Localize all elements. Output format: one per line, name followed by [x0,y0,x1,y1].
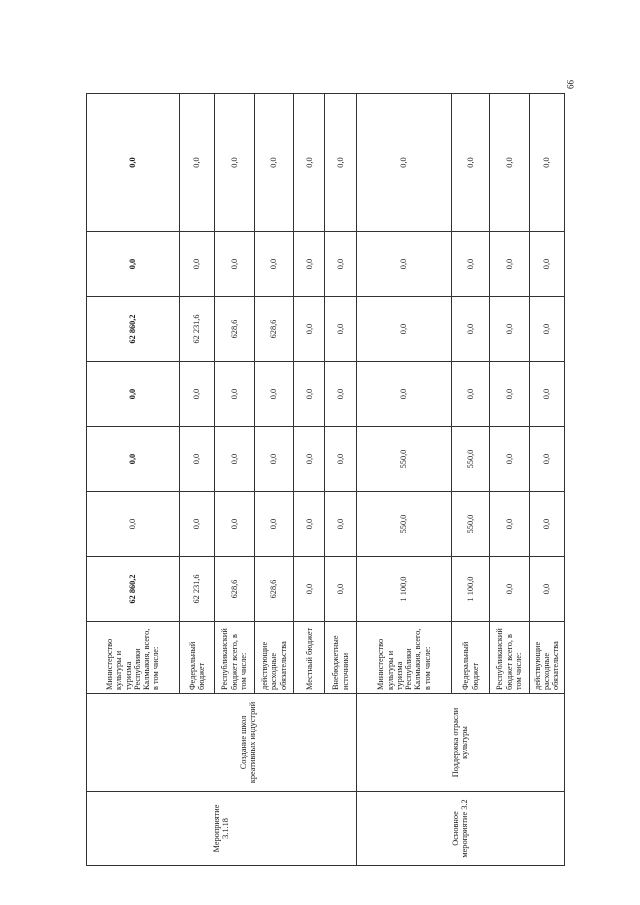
source-cell: Федеральный бюджет [452,622,489,694]
value-cell: 0,0 [356,297,452,362]
value-cell: 62 231,6 [179,297,214,362]
value-cell: 0,0 [529,427,564,492]
value-cell: 0,0 [325,492,356,557]
value-cell: 0,0 [294,427,325,492]
value-cell: 0,0 [215,427,255,492]
source-cell: действующие расходные обязательства [254,622,294,694]
source-cell: Федеральный бюджет [179,622,214,694]
value-cell: 628,6 [215,297,255,362]
value-cell: 0,0 [294,297,325,362]
value-cell: 0,0 [529,94,564,232]
value-cell: 0,0 [325,232,356,297]
source-cell: Республиканский бюджет всего, в том числе: [489,622,529,694]
value-cell: 0,0 [87,232,180,297]
source-cell: Местный бюджет [294,622,325,694]
event-number-cell: Основное мероприятие 3.2 [356,792,564,866]
value-cell: 550,0 [356,492,452,557]
event-name-cell [87,694,357,792]
value-cell: 0,0 [179,94,214,232]
value-cell: 0,0 [489,362,529,427]
value-cell: 628,6 [254,297,294,362]
value-cell: 0,0 [87,427,180,492]
value-cell: 0,0 [254,362,294,427]
source-cell: Министерство культуры и туризма Республики Калмыкия, всего, в том числе: [87,622,180,694]
value-cell: 0,0 [215,94,255,232]
value-cell: 0,0 [489,427,529,492]
value-cell: 0,0 [325,297,356,362]
value-cell: 1 100,0 [452,557,489,622]
value-cell: 0,0 [529,492,564,557]
value-cell: 0,0 [254,427,294,492]
value-cell: 550,0 [356,427,452,492]
value-cell: 0,0 [529,232,564,297]
value-cell: 0,0 [215,492,255,557]
value-cell: 0,0 [529,297,564,362]
value-cell: 62 860,2 [87,297,180,362]
table-row [356,94,452,866]
value-cell: 1 100,0 [356,557,452,622]
value-cell: 0,0 [294,362,325,427]
value-cell: 0,0 [489,232,529,297]
value-cell: 0,0 [489,557,529,622]
value-cell: 550,0 [452,427,489,492]
value-cell: 0,0 [294,232,325,297]
event-number-cell: Мероприятие 3.1.18 [87,792,357,866]
page-number: 99 [565,80,575,89]
table-body [87,94,565,866]
value-cell: 0,0 [325,362,356,427]
value-cell: 0,0 [452,297,489,362]
source-cell: Внебюджетные источники [325,622,356,694]
value-cell: 0,0 [87,94,180,232]
source-cell: действующие расходные обязательства [529,622,564,694]
event-name-text: Создание школ креативных индустрий [239,701,258,784]
value-cell: 62 231,6 [179,557,214,622]
budget-table [86,93,565,866]
value-cell: 0,0 [452,232,489,297]
value-cell: 0,0 [294,557,325,622]
value-cell: 0,0 [179,427,214,492]
value-cell: 0,0 [87,362,180,427]
value-cell: 628,6 [215,557,255,622]
source-cell: Республиканский бюджет всего, в том числе: [215,622,255,694]
value-cell: 0,0 [529,362,564,427]
value-cell: 628,6 [254,557,294,622]
value-cell: 0,0 [489,297,529,362]
value-cell: 0,0 [489,492,529,557]
value-cell: 0,0 [215,232,255,297]
event-name-cell: Поддержка отрасли культуры [356,694,564,792]
value-cell: 0,0 [489,94,529,232]
value-cell: 0,0 [452,94,489,232]
value-cell: 0,0 [294,94,325,232]
rotated-table-wrapper [86,94,565,866]
value-cell: 0,0 [356,94,452,232]
source-cell: Министерство культуры и туризма Республики Калмыкия, всего, в том числе: [356,622,452,694]
value-cell: 0,0 [179,492,214,557]
value-cell: 0,0 [325,94,356,232]
value-cell: 62 860,2 [87,557,180,622]
value-cell: 0,0 [254,492,294,557]
value-cell: 0,0 [254,232,294,297]
value-cell: 0,0 [325,557,356,622]
table-row [87,94,180,866]
value-cell: 550,0 [452,492,489,557]
value-cell: 0,0 [215,362,255,427]
value-cell: 0,0 [294,492,325,557]
value-cell: 0,0 [87,492,180,557]
value-cell: 0,0 [356,362,452,427]
value-cell: 0,0 [452,362,489,427]
value-cell: 0,0 [179,362,214,427]
value-cell: 0,0 [179,232,214,297]
value-cell: 0,0 [529,557,564,622]
value-cell: 0,0 [356,232,452,297]
value-cell: 0,0 [325,427,356,492]
value-cell: 0,0 [254,94,294,232]
